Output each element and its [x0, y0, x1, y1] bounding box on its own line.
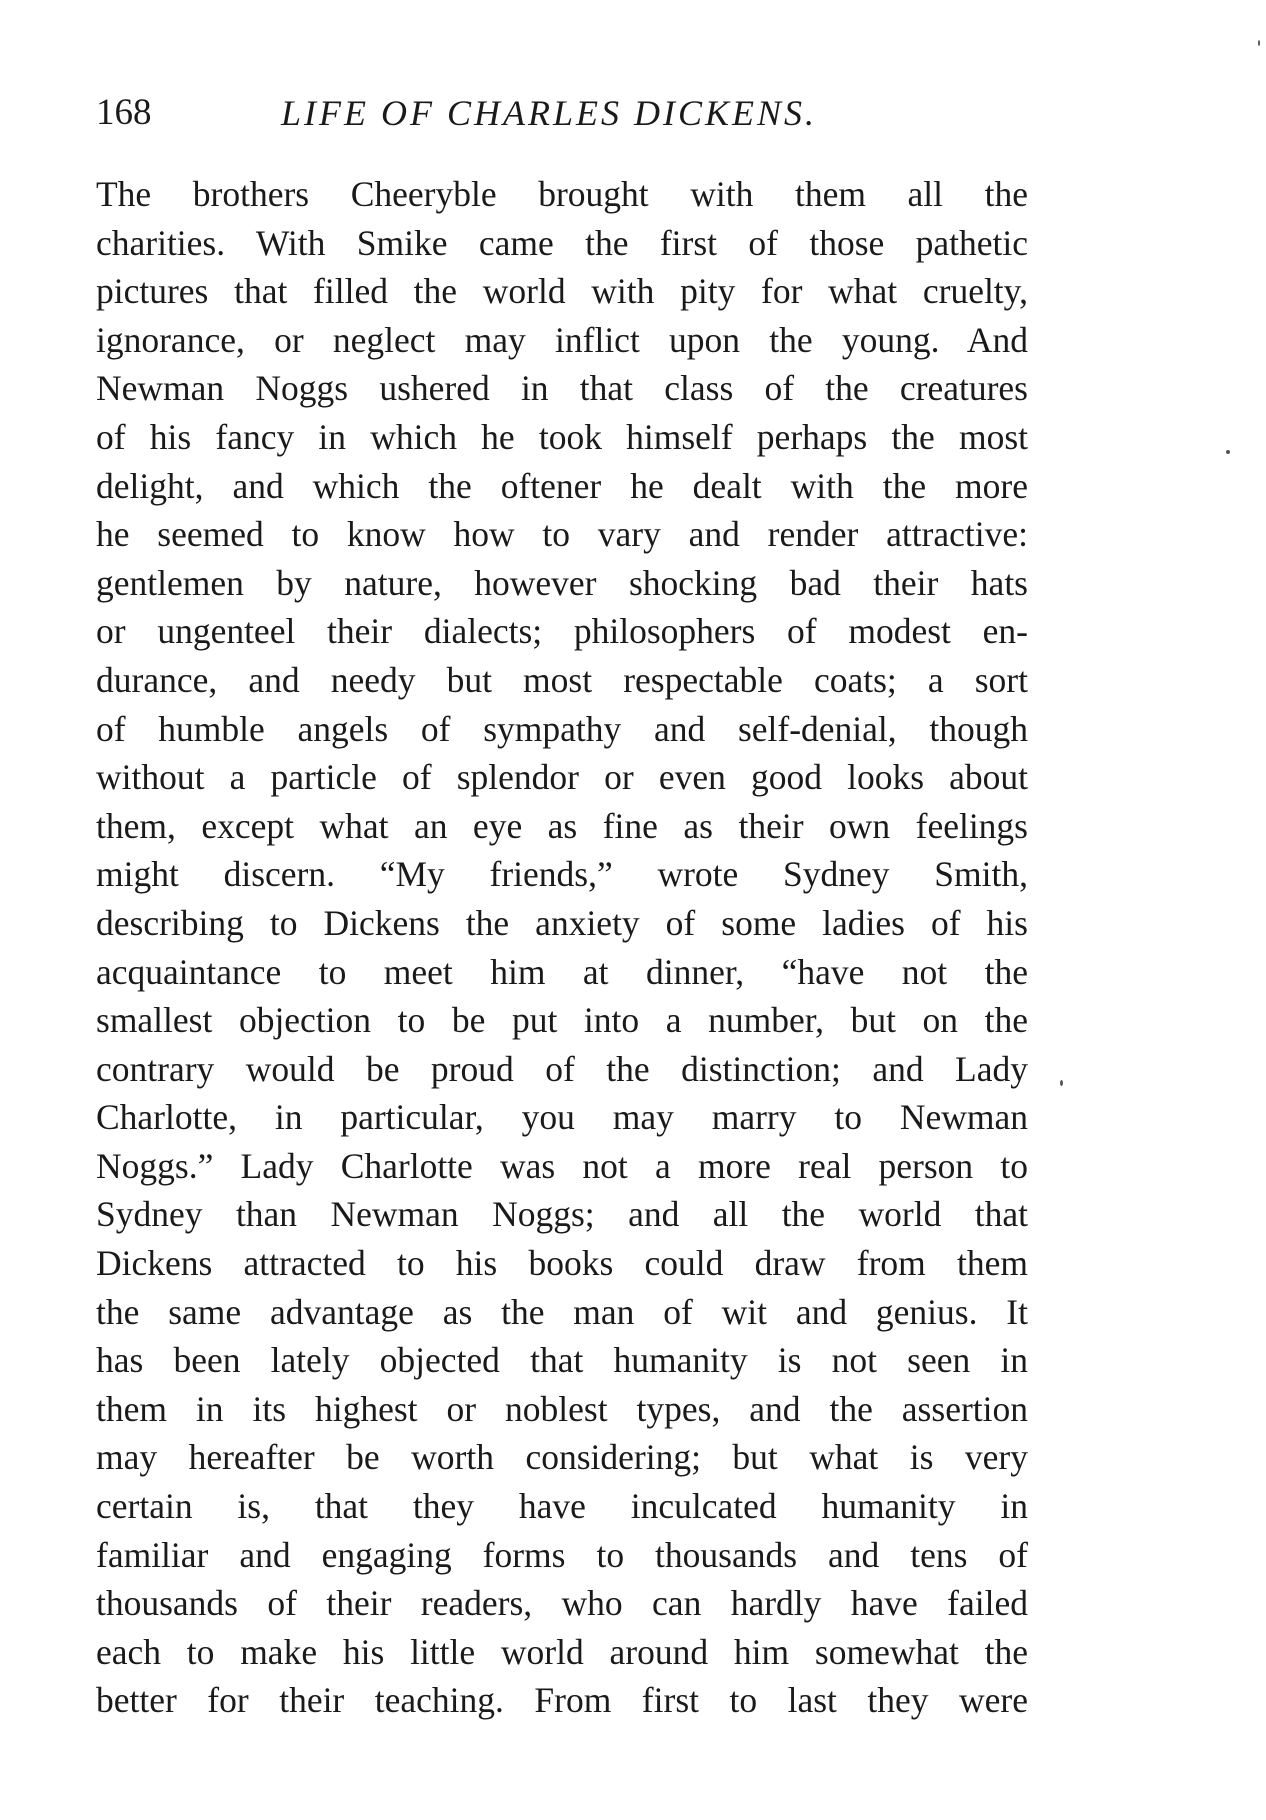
- text-line: or ungenteel their dialects; philosophers of modest en-: [96, 611, 1028, 652]
- text-line: familiar and engaging forms to thousands and tens of: [96, 1534, 1028, 1575]
- text-line: pictures that filled the world with pity for what cruelty,: [96, 271, 1028, 312]
- text-line: describing to Dickens the anxiety of some ladies of his: [96, 902, 1028, 943]
- text-line: contrary would be proud of the distinction; and Lady: [96, 1048, 1028, 1089]
- text-line: better for their teaching. From first to last they were: [96, 1680, 1028, 1721]
- text-line: he seemed to know how to vary and render attractive:: [96, 514, 1028, 555]
- text-line: them, except what an eye as fine as their own feelings: [96, 805, 1028, 846]
- text-line: Dickens attracted to his books could draw from them: [96, 1243, 1028, 1284]
- text-line: might discern. “My friends,” wrote Sydney Smith,: [96, 854, 1028, 895]
- text-line: them in its highest or noblest types, and the assertion: [96, 1388, 1028, 1429]
- text-line: thousands of their readers, who can hardly have failed: [96, 1583, 1028, 1624]
- text-line: charities. With Smike came the first of those pathetic: [96, 222, 1028, 263]
- scan-speck: [1258, 40, 1260, 46]
- text-line: delight, and which the oftener he dealt with the more: [96, 465, 1028, 506]
- text-line: certain is, that they have inculcated humanity in: [96, 1486, 1028, 1527]
- text-line: Newman Noggs ushered in that class of the creatures: [96, 368, 1028, 409]
- page-header: [96, 88, 1036, 138]
- text-line: durance, and needy but most respectable coats; a sort: [96, 659, 1028, 700]
- text-line: each to make his little world around him somewhat the: [96, 1631, 1028, 1672]
- text-line: The brothers Cheeryble brought with them all the: [96, 174, 1028, 214]
- text-line: has been lately objected that humanity is not seen in: [96, 1340, 1028, 1381]
- scan-speck: [1060, 1080, 1063, 1086]
- text-line: may hereafter be worth considering; but what is very: [96, 1437, 1028, 1478]
- running-title: LIFE OF CHARLES DICKENS.: [281, 93, 817, 133]
- text-line: Sydney than Newman Noggs; and all the world that: [96, 1194, 1028, 1235]
- text-line: Charlotte, in particular, you may marry to Newman: [96, 1097, 1028, 1138]
- text-line: the same advantage as the man of wit and genius. It: [96, 1291, 1028, 1332]
- page-number: 168: [96, 92, 152, 133]
- scan-speck: [1226, 450, 1230, 454]
- text-line: without a particle of splendor or even good looks about: [96, 757, 1028, 798]
- text-line: gentlemen by nature, however shocking bad their hats: [96, 562, 1028, 603]
- text-line: ignorance, or neglect may inflict upon the young. And: [96, 319, 1028, 360]
- text-line: smallest objection to be put into a number, but on the: [96, 1000, 1028, 1041]
- text-line: acquaintance to meet him at dinner, “have not the: [96, 951, 1028, 992]
- text-line: of his fancy in which he took himself perhaps the most: [96, 416, 1028, 457]
- text-line: Noggs.” Lady Charlotte was not a more real person to: [96, 1145, 1028, 1186]
- body-text: [96, 170, 1028, 1725]
- text-line: of humble angels of sympathy and self-denial, though: [96, 708, 1028, 749]
